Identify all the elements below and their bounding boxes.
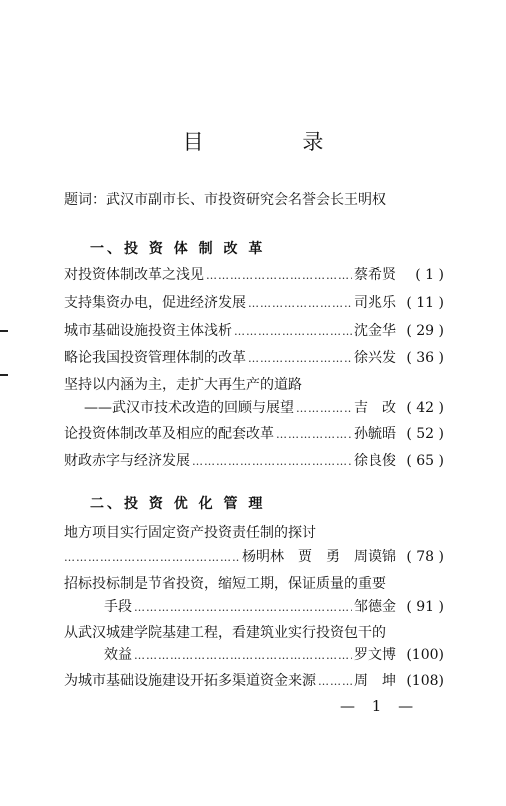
toc-entry-title-line: 坚持以内涵为主，走扩大再生产的道路 [64,377,302,393]
entry-author: 周 坤 [354,673,396,689]
entry-subtitle: ——武汉市技术改造的回顾与展望 [84,400,294,416]
page-number: — 1 — [340,697,420,715]
entry-title: 支持集资办电，促进经济发展 [64,295,246,311]
section-heading: 二、投 资 优 化 管 理 [90,496,266,512]
entry-author: 蔡希贤 [354,267,396,283]
dedication: 题词：武汉市副市长、市投资研究会名誉会长王明权 [64,192,386,208]
toc-entry [64,546,444,566]
toc-entry [104,596,444,616]
entry-author: 沈金华 [354,323,396,339]
entry-author: 邹德金 [354,599,396,615]
entry-continuation: 手段 [104,599,132,615]
entry-author: 吉 改 [354,400,396,416]
dot-leader [318,675,352,688]
entry-author: 孙毓晤 [354,426,396,442]
dot-leader [192,455,352,468]
dot-leader [134,649,352,662]
toc-entry [64,670,444,690]
entry-title: 论投资体制改革及相应的配套改革 [64,426,274,442]
entry-page: (100) [406,647,444,663]
dot-leader [134,601,352,614]
toc-entry [64,264,444,284]
page-title: 目 录 [182,130,370,154]
margin-mark [0,374,8,376]
entry-title: 财政赤字与经济发展 [64,453,190,469]
toc-entry [104,644,444,664]
dot-leader [276,428,352,441]
toc-entry [84,397,444,417]
toc-entry [64,450,444,470]
dot-leader [206,269,352,282]
entry-title: 略论我国投资管理体制的改革 [64,350,246,366]
entry-author: 杨明林 贾 勇 周谟锦 [242,549,396,565]
entry-continuation: 效益 [104,647,132,663]
toc-entry [64,292,444,312]
entry-page: ( 91 ) [406,599,444,615]
dot-leader [64,551,240,564]
entry-page: ( 65 ) [406,453,444,469]
entry-page: ( 1 ) [415,267,444,283]
entry-page: ( 36 ) [406,350,444,366]
toc-entry-title-line: 从武汉城建学院基建工程，看建筑业实行投资包干的 [64,625,386,641]
entry-page: ( 42 ) [406,400,444,416]
toc-entry [64,347,444,367]
entry-title: 城市基础设施投资主体浅析 [64,323,232,339]
margin-mark [0,330,8,332]
dot-leader [234,325,352,338]
entry-page: ( 52 ) [406,426,444,442]
entry-page: ( 11 ) [406,295,444,311]
toc-entry-title-line: 招标投标制是节省投资，缩短工期，保证质量的重要 [64,576,386,592]
section-heading: 一、投 资 体 制 改 革 [90,241,266,257]
entry-title: 对投资体制改革之浅见 [64,267,204,283]
dot-leader [296,402,352,415]
entry-author: 徐兴发 [354,350,396,366]
dot-leader [248,297,352,310]
entry-author: 司兆乐 [354,295,396,311]
entry-author: 罗文博 [354,647,396,663]
toc-entry-title-line: 地方项目实行固定资产投资责任制的探讨 [64,525,316,541]
entry-page: ( 29 ) [406,323,444,339]
dot-leader [248,352,352,365]
entry-title: 为城市基础设施建设开拓多渠道资金来源 [64,673,316,689]
toc-entry [64,320,444,340]
entry-page: ( 78 ) [406,549,444,565]
entry-page: (108) [406,673,444,689]
toc-entry [64,423,444,443]
entry-author: 徐良俊 [354,453,396,469]
